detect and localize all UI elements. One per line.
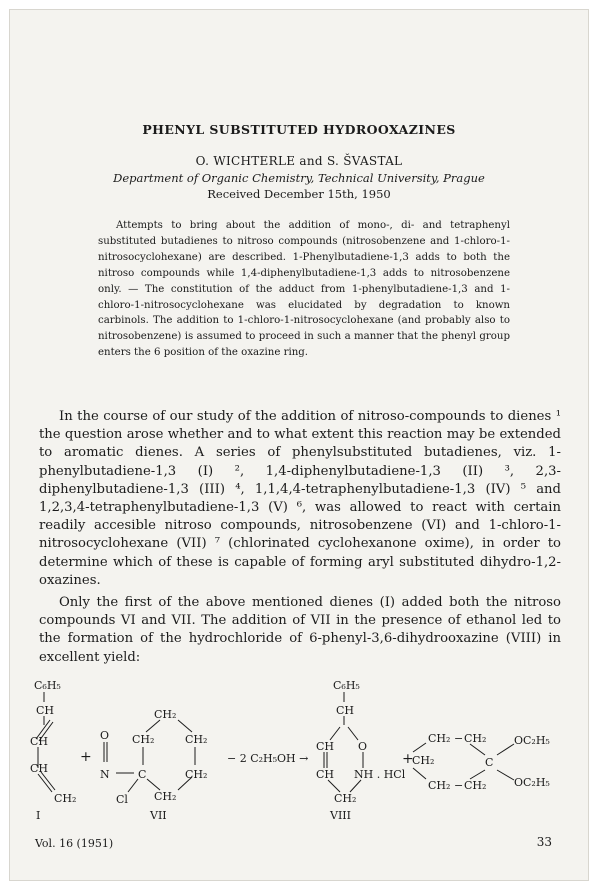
- scheme-ch: CH: [30, 735, 49, 748]
- scheme-reagent: − 2 C₂H₅OH →: [227, 752, 309, 765]
- journal-page: [9, 9, 589, 881]
- reaction-scheme: [30, 672, 575, 822]
- scheme-ch2: CH₂: [464, 779, 487, 792]
- scheme-nh-hcl: NH . HCl: [354, 768, 406, 781]
- scheme-plus: +: [80, 749, 92, 765]
- scheme-ch2: CH₂: [154, 790, 177, 803]
- scheme-ch2: CH₂: [132, 733, 155, 746]
- compound-label-viii: VIII: [330, 809, 351, 822]
- scheme-ch: CH: [316, 768, 335, 781]
- scheme-ch2: CH₂: [334, 792, 357, 805]
- scheme-ch2: CH₂: [412, 754, 435, 767]
- scheme-nitrogen: N: [100, 768, 110, 781]
- scheme-c6h5: C₆H₅: [34, 679, 61, 692]
- abstract: Attempts to bring about the addition of mono-, di- and tetraphenyl substituted butadienes to nitroso compounds (nitrosobenzene and 1-chloro-1-nitrosocyclohexane) are described. 1-Phenylbutadiene-1,3 adds to both the nitroso compounds while 1,4-diphenylbutadiene-1,3 adds to nitrosobenzene only. — The constitution of the adduct from 1-phenylbutadiene-1,3 and 1-chloro-1-nitrosocyclohexane was elucidated by degradation to known carbinols. The addition to 1-chloro-1-nitrosocyclohexane (and probably also to nitrosobenzene) is assumed to proceed in such a manner that the phenyl group enters the 6 position of the oxazine ring.: [98, 220, 510, 359]
- svg-text:−: −: [454, 779, 464, 792]
- scheme-ch2: CH₂: [428, 732, 451, 745]
- scheme-oxygen: O: [358, 740, 368, 753]
- scheme-ch2: CH₂: [185, 733, 208, 746]
- scheme-ch: CH: [316, 740, 335, 753]
- scheme-plus: +: [402, 751, 414, 767]
- page-number: 33: [536, 835, 552, 849]
- scheme-ethoxy: OC₂H₅: [514, 734, 550, 747]
- scheme-oxygen: O: [100, 729, 110, 742]
- scheme-chlorine: Cl: [116, 793, 128, 806]
- body-paragraph-1: In the course of our study of the addition of nitroso-compounds to dienes ¹ the question arose whether and to what extent this reaction may be extended to aromatic dienes. A series of phenylsubstituted butadienes, viz. 1-phenylbutadiene-1,3 (I) ², 1,4-diphenylbutadiene-1,3 (II) ³, 2,3-diphenylbutadiene-1,3 (III) ⁴, 1,1,4,4-tetraphenylbutadiene-1,3 (IV) ⁵ and 1,2,3,4-tetraphenylbutadiene-1,3 (V) ⁶, was allowed to react with certain readily accesible nitroso compounds, nitrosobenzene (VI) and 1-chloro-1-nitrosocyclohexane (VII) ⁷ (chlorinated cyclohexanone oxime), in order to determine which of these is capable of forming aryl substituted dihydro-1,2-oxazines.: [39, 409, 561, 588]
- scheme-ethoxy: OC₂H₅: [514, 776, 550, 789]
- scheme-ch2: CH₂: [464, 732, 487, 745]
- compound-label-vii: VII: [150, 809, 167, 822]
- scheme-carbon: C: [485, 756, 494, 769]
- received-date: Received December 15th, 1950: [207, 187, 391, 201]
- journal-volume: Vol. 16 (1951): [35, 837, 114, 850]
- scheme-ch2: CH₂: [54, 792, 77, 805]
- scheme-carbon: C: [138, 768, 147, 781]
- scheme-ch: CH: [336, 704, 355, 717]
- scheme-c6h5: C₆H₅: [333, 679, 360, 692]
- svg-text:−: −: [454, 732, 464, 745]
- body-paragraph-2: Only the first of the above mentioned dienes (I) added both the nitroso compounds VI and VII. The addition of VII in the presence of ethanol led to the formation of the hydrochloride of 6-phenyl-3,6-dihydrooxazine (VIII) in excellent yield:: [39, 595, 561, 665]
- article-authors: O. WICHTERLE and S. ŠVASTAL: [195, 154, 403, 168]
- scheme-ch: CH: [30, 762, 49, 775]
- scheme-ch2: CH₂: [185, 768, 208, 781]
- scheme-ch2: CH₂: [154, 708, 177, 721]
- scheme-ch: CH: [36, 704, 55, 717]
- author-affiliation: Department of Organic Chemistry, Technical University, Prague: [113, 171, 485, 185]
- reaction-scheme-svg: [30, 672, 575, 822]
- article-title: PHENYL SUBSTITUTED HYDROOXAZINES: [142, 122, 456, 137]
- compound-label-i: I: [36, 809, 41, 822]
- scheme-ch2: CH₂: [428, 779, 451, 792]
